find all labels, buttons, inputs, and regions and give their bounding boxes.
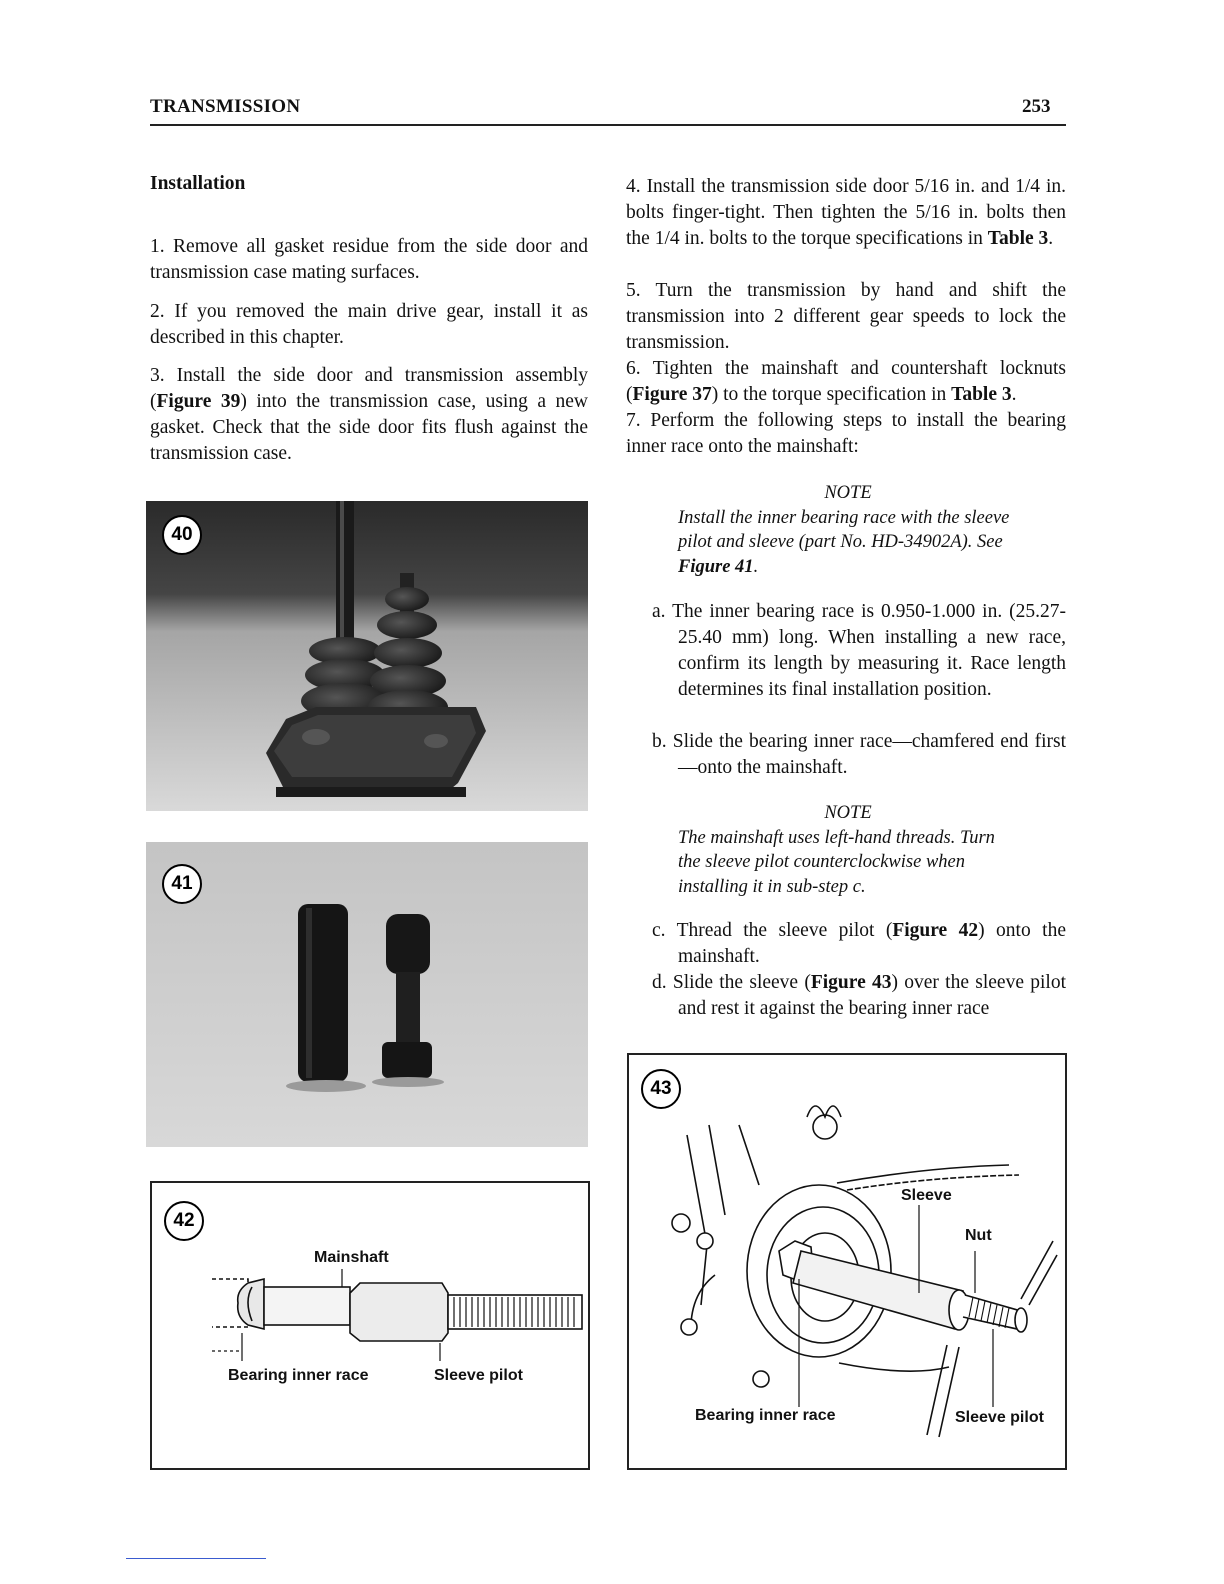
figure-43-number-badge: 43	[641, 1069, 681, 1109]
figure-42-number-badge: 42	[164, 1201, 204, 1241]
figure-42-diagram	[150, 1181, 590, 1470]
note-1: NOTE Install the inner bearing race with the sleeve pilot and sleeve (part No. HD-34902A). See Figure 41.	[678, 481, 1018, 579]
step-number: 6.	[626, 358, 641, 379]
figure-43-diagram	[627, 1053, 1067, 1470]
figure-40-photo	[146, 501, 588, 811]
substep-letter: b.	[652, 731, 667, 752]
label-sleeve: Sleeve	[901, 1187, 952, 1204]
figure-ref[interactable]: Figure 37	[632, 384, 712, 405]
step-3: 3. Install the side door and transmission assembly (Figure 39) into the transmission case, using a new gasket. Check that the side door fits flush against the transmission case.	[150, 365, 588, 464]
step-number: 3.	[150, 365, 165, 386]
figure-ref[interactable]: Figure 41	[678, 556, 754, 577]
label-sleeve-pilot: Sleeve pilot	[434, 1367, 523, 1384]
step-number: 2.	[150, 301, 165, 322]
bottom-rule	[126, 1558, 266, 1559]
transmission-assembly-image	[146, 501, 588, 811]
figure-ref[interactable]: Figure 42	[892, 920, 979, 941]
step-number: 1.	[150, 236, 165, 257]
substep-b: b. Slide the bearing inner race—chamfered end first—onto the mainshaft.	[652, 731, 1067, 778]
step-number: 7.	[626, 410, 641, 431]
step-text: If you removed the main drive gear, install it as described in this chapter.	[150, 301, 588, 348]
note-title: NOTE	[824, 803, 872, 823]
step-2	[150, 299, 588, 351]
note-2: NOTE The mainshaft uses left-hand threads. Turn the sleeve pilot counterclockwise when installing it in sub-step c.	[678, 801, 1018, 899]
figure-ref[interactable]: Figure 39	[156, 391, 241, 412]
table-ref[interactable]: Table 3	[951, 384, 1012, 405]
label-bearing-inner-race: Bearing inner race	[228, 1367, 369, 1384]
substep-letter: a.	[652, 601, 666, 622]
figure-40-number-badge: 40	[162, 515, 202, 555]
substep-a: a. The inner bearing race is 0.950-1.000 in. (25.27-25.40 mm) long. When installing a new race, confirm its length by measuring it. Race length determines its final installation position.	[652, 601, 1067, 700]
step-text: Remove all gasket residue from the side door and transmission case mating surfaces.	[150, 236, 589, 283]
figure-41-photo	[146, 842, 588, 1147]
substep-letter: c.	[652, 920, 666, 941]
mainshaft-drawing	[152, 1183, 588, 1468]
step-4: 4. Install the transmission side door 5/16 in. and 1/4 in. bolts finger-tight. Then tighten the 5/16 in. bolts then the 1/4 in. bolts to the torque specifications in Table 3.	[626, 176, 1067, 249]
section-title: Installation	[150, 173, 246, 194]
step-number: 5.	[626, 280, 641, 301]
label-mainshaft: Mainshaft	[314, 1249, 389, 1266]
label-sleeve-pilot: Sleeve pilot	[955, 1409, 1044, 1426]
substep-d: d. Slide the sleeve (Figure 43) over the sleeve pilot and rest it against the bearing inner race	[652, 972, 1067, 1019]
step-7: 7. Perform the following steps to install the bearing inner race onto the mainshaft:	[626, 410, 1066, 457]
note-title: NOTE	[824, 483, 872, 503]
running-header-title: TRANSMISSION	[150, 96, 301, 117]
table-ref[interactable]: Table 3	[987, 228, 1049, 249]
step-6: 6. Tighten the mainshaft and countershaft locknuts (Figure 37) to the torque specification in Table 3.	[626, 358, 1067, 405]
label-nut: Nut	[965, 1227, 992, 1244]
figure-41-number-badge: 41	[162, 864, 202, 904]
step-5: 5. Turn the transmission by hand and shift the transmission into 2 different gear speeds to lock the transmission.	[626, 280, 1066, 353]
label-bearing-inner-race: Bearing inner race	[695, 1407, 836, 1424]
sleeve-and-sleeve-pilot-image	[146, 842, 588, 1147]
step-number: 4.	[626, 176, 641, 197]
figure-ref[interactable]: Figure 43	[810, 972, 892, 993]
substep-letter: d.	[652, 972, 667, 993]
header-rule	[150, 124, 1066, 126]
page-number: 253	[1022, 96, 1051, 117]
step-1	[150, 234, 588, 286]
substep-c: c. Thread the sleeve pilot (Figure 42) onto the mainshaft.	[652, 920, 1066, 967]
